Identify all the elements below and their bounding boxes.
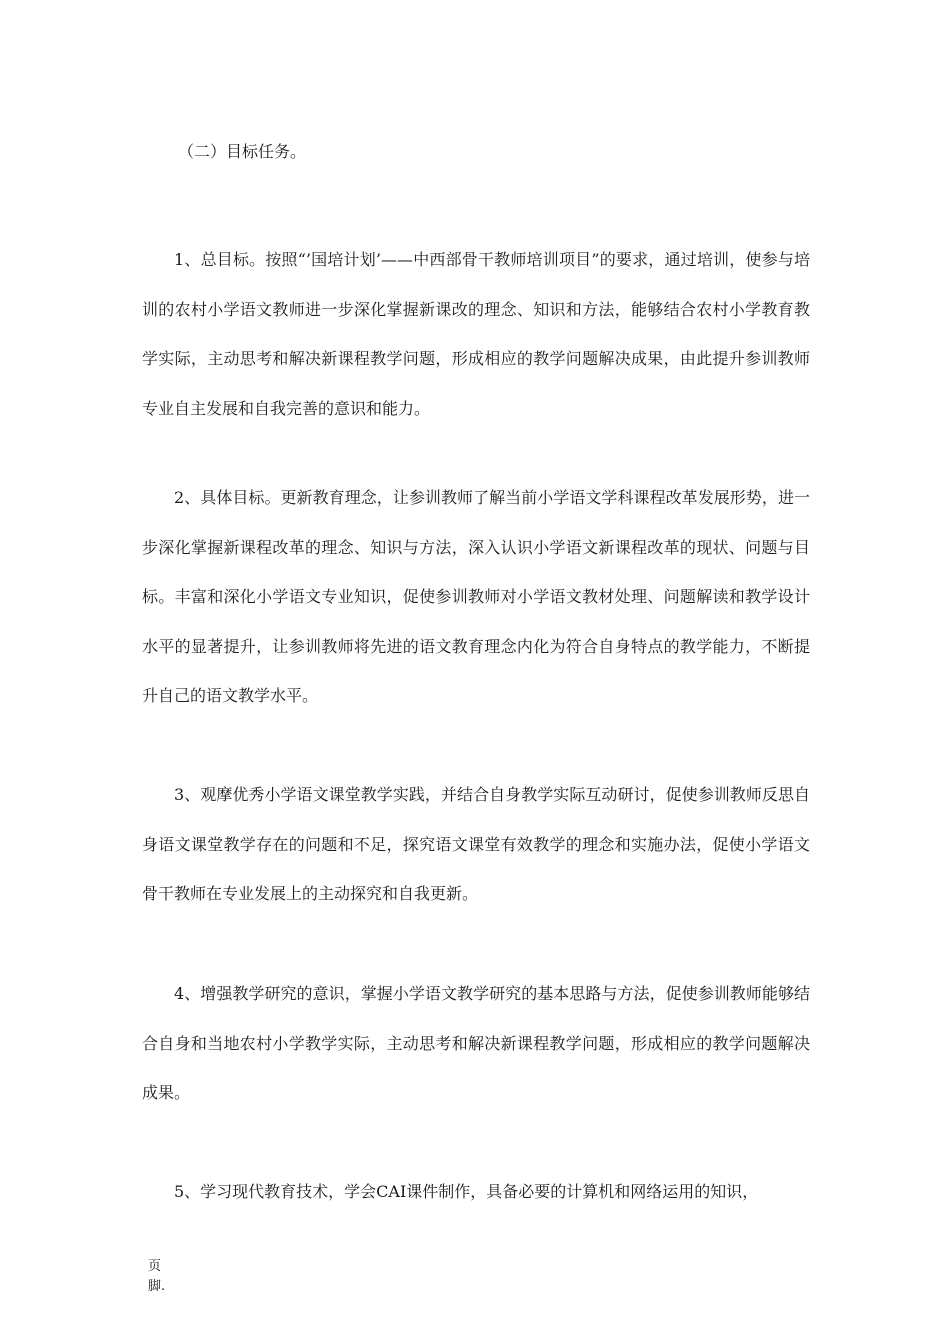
paragraph-overall-goal: 1、总目标。按照“’国培计划’——中西部骨干教师培训项目”的要求，通过培训，使参与培训的农村小学语文教师进一步深化掌握新课改的理念、知识和方法，能够结合农村小学教育教学实际，主动思考和解决新课程教学问题，形成相应的教学问题解决成果，由此提升参训教师专业自主发展和自我完善的意识和能力。: [142, 250, 810, 418]
paragraph-teaching-research: 4、增强教学研究的意识，掌握小学语文教学研究的基本思路与方法，促使参训教师能够结合自身和当地农村小学教学实际，主动思考和解决新课程教学问题，形成相应的教学问题解决成果。: [142, 984, 810, 1102]
paragraph-specific-goals: 2、具体目标。更新教育理念，让参训教师了解当前小学语文学科课程改革发展形势，进一步深化掌握新课程改革的理念、知识与方法，深入认识小学语文新课程改革的现状、问题与目标。丰富和深化小学语文专业知识，促使参训教师对小学语文教材处理、问题解读和教学设计水平的显著提升，让参训教师将先进的语文教育理念内化为符合自身特点的教学能力，不断提升自己的语文教学水平。: [142, 488, 810, 705]
footer-line-1: 页: [148, 1259, 162, 1274]
footer-line-2: 脚.: [148, 1279, 166, 1294]
paragraph-classroom-observation: 3、观摩优秀小学语文课堂教学实践，并结合自身教学实际互动研讨，促使参训教师反思自身语文课堂教学存在的问题和不足，探究语文课堂有效教学的理念和实施办法，促使小学语文骨干教师在专业发展上的主动探究和自我更新。: [142, 785, 810, 903]
section-heading: （二）目标任务。: [178, 142, 307, 161]
page-footer: [148, 1257, 178, 1297]
paragraph-education-technology: 5、学习现代教育技术，学会CAI课件制作，具备必要的计算机和网络运用的知识，: [174, 1182, 759, 1201]
